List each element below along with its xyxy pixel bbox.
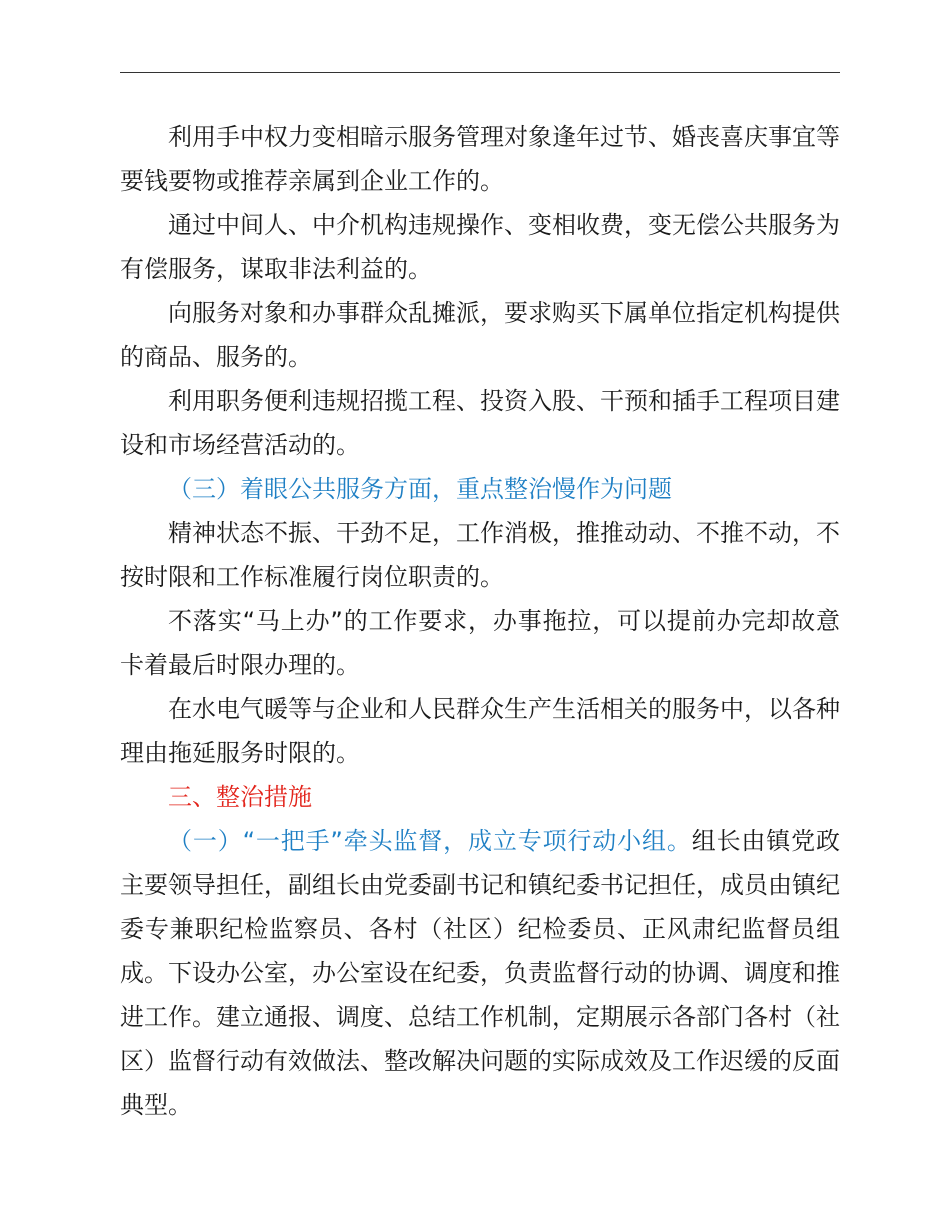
lead-in-text: （一）“一把手”牵头监督，成立专项行动小组。 bbox=[168, 827, 692, 855]
paragraph-2 bbox=[120, 203, 840, 291]
paragraph-text: 组长由镇党政主要领导担任，副组长由党委副书记和镇纪委书记担任，成员由镇纪委专兼职纪检监察员、各村（社区）纪检委员、正风肃纪监督员组成。下设办公室，办公室设在纪委，负责监督行动的协调、调度和推进工作。建立通报、调度、总结工作机制，定期展示各部门各村（社区）监督行动有效做法、整改解决问题的实际成效及工作迟缓的反面典型。 bbox=[120, 827, 841, 1119]
paragraph-text: 精神状态不振、干劲不足，工作消极，推推动动、不推不动，不按时限和工作标准履行岗位职责的。 bbox=[120, 519, 840, 591]
paragraph-6 bbox=[120, 511, 840, 599]
paragraph-10 bbox=[120, 819, 840, 1127]
paragraph-4 bbox=[120, 379, 840, 467]
paragraph-1 bbox=[120, 115, 840, 203]
paragraph-3 bbox=[120, 291, 840, 379]
document-body bbox=[120, 115, 840, 1127]
section-heading-text: 三、整治措施 bbox=[168, 783, 312, 811]
section-heading bbox=[120, 775, 840, 819]
subheading-text: （三）着眼公共服务方面，重点整治慢作为问题 bbox=[168, 475, 672, 503]
paragraph-text: 向服务对象和办事群众乱摊派，要求购买下属单位指定机构提供的商品、服务的。 bbox=[120, 299, 840, 371]
paragraph-text: 通过中间人、中介机构违规操作、变相收费，变无偿公共服务为有偿服务，谋取非法利益的。 bbox=[120, 211, 840, 283]
paragraph-text: 利用手中权力变相暗示服务管理对象逢年过节、婚丧喜庆事宜等要钱要物或推荐亲属到企业工作的。 bbox=[120, 123, 840, 195]
header-rule bbox=[120, 72, 840, 73]
paragraph-text: 在水电气暖等与企业和人民群众生产生活相关的服务中，以各种理由拖延服务时限的。 bbox=[120, 695, 840, 767]
paragraph-8 bbox=[120, 687, 840, 775]
paragraph-7 bbox=[120, 599, 840, 687]
paragraph-text: 利用职务便利违规招揽工程、投资入股、干预和插手工程项目建设和市场经营活动的。 bbox=[120, 387, 840, 459]
paragraph-text: 不落实“马上办”的工作要求，办事拖拉，可以提前办完却故意卡着最后时限办理的。 bbox=[120, 607, 840, 679]
subheading-3 bbox=[120, 467, 840, 511]
